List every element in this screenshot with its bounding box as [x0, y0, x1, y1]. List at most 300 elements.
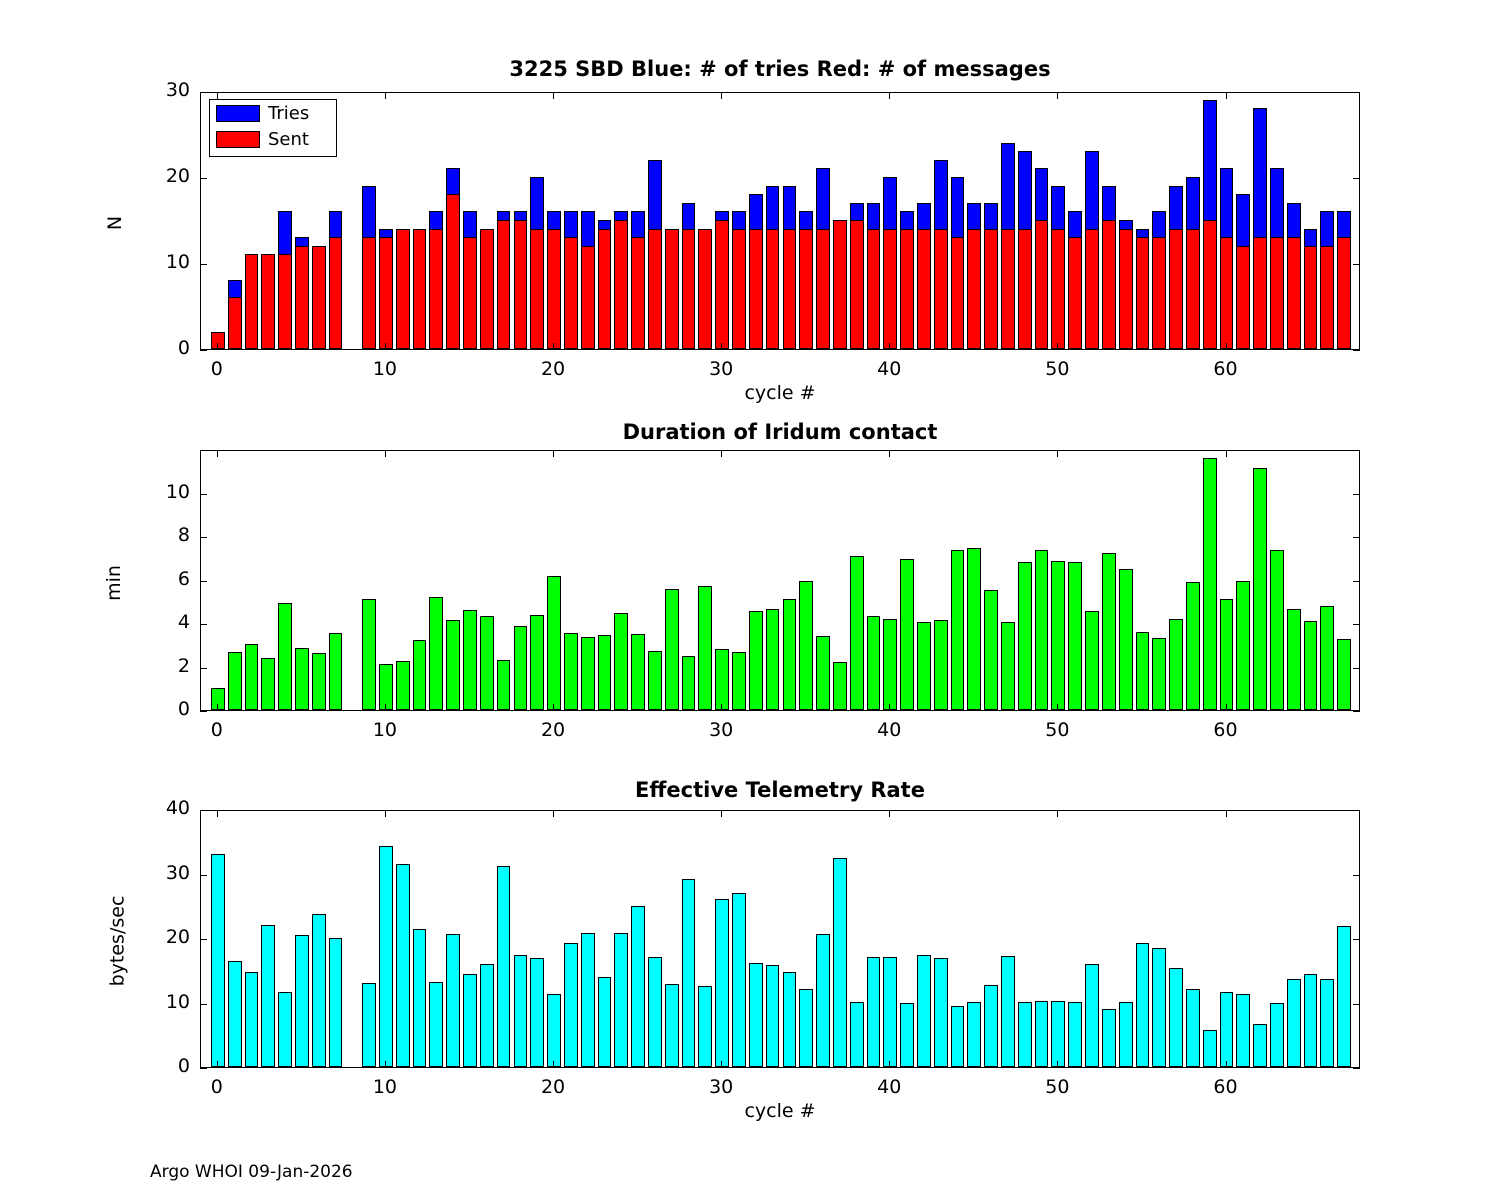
chart-bar-sent — [1320, 246, 1334, 349]
chart-bar — [1220, 992, 1234, 1067]
chart-bar-sent — [413, 229, 427, 349]
x-tick-mark — [553, 704, 554, 711]
x-tick-label: 10 — [372, 719, 398, 741]
x-tick-mark — [217, 343, 218, 350]
x-tick-mark — [889, 92, 890, 99]
y-tick-label: 40 — [165, 797, 190, 819]
y-tick-mark — [1353, 350, 1360, 351]
chart-bar-sent — [1236, 246, 1250, 349]
chart-bar-sent — [547, 229, 561, 349]
x-tick-mark — [1057, 1061, 1058, 1068]
x-tick-mark — [889, 1061, 890, 1068]
chart-bar — [581, 637, 595, 710]
chart-bar-sent — [329, 237, 343, 349]
chart-bar-sent — [211, 332, 225, 349]
x-tick-label: 40 — [877, 358, 902, 380]
x-tick-mark — [1057, 704, 1058, 711]
x-tick-mark — [721, 1061, 722, 1068]
chart-bar — [1270, 550, 1284, 710]
x-tick-label: 30 — [709, 1076, 734, 1098]
y-tick-mark — [1353, 178, 1360, 179]
chart-bar — [295, 935, 309, 1067]
x-tick-mark — [721, 343, 722, 350]
chart-bar — [833, 662, 847, 710]
panel-telemetry-bars — [201, 811, 1359, 1067]
chart-bar — [850, 1002, 864, 1067]
chart-bar-sent — [278, 254, 292, 349]
panel-telemetry-ylabel: bytes/sec — [106, 895, 129, 987]
legend-swatch-tries — [216, 105, 260, 122]
chart-bar — [816, 636, 830, 710]
chart-bar-sent — [816, 229, 830, 349]
x-tick-mark — [553, 92, 554, 99]
chart-bar — [429, 597, 443, 710]
legend-entry-tries — [210, 100, 336, 126]
chart-bar-sent — [715, 220, 729, 349]
chart-bar — [614, 613, 628, 710]
chart-bar — [749, 963, 763, 1067]
chart-bar — [1169, 968, 1183, 1067]
x-tick-mark — [217, 1061, 218, 1068]
chart-bar — [1035, 550, 1049, 710]
chart-bar — [211, 854, 225, 1067]
chart-bar-sent — [951, 237, 965, 349]
y-tick-mark — [200, 537, 207, 538]
chart-bar — [1304, 621, 1318, 710]
x-tick-label: 0 — [210, 358, 223, 380]
x-tick-label: 10 — [372, 1076, 398, 1098]
y-tick-label: 10 — [165, 251, 190, 273]
chart-bar-sent — [867, 229, 881, 349]
chart-bar — [1051, 1001, 1065, 1067]
chart-bar — [934, 958, 948, 1067]
chart-bar — [1169, 619, 1183, 710]
x-tick-label: 40 — [877, 719, 902, 741]
chart-bar — [631, 634, 645, 710]
chart-bar-sent — [1270, 237, 1284, 349]
chart-bar — [362, 599, 376, 710]
y-tick-label: 10 — [165, 990, 190, 1013]
x-tick-mark — [553, 1061, 554, 1068]
chart-bar — [1287, 609, 1301, 710]
chart-bar — [261, 658, 275, 710]
chart-bar — [1236, 994, 1250, 1067]
x-tick-label: 30 — [709, 358, 734, 380]
chart-bar — [598, 635, 612, 710]
chart-bar-sent — [648, 229, 662, 349]
chart-bar — [228, 961, 242, 1067]
chart-bar — [967, 548, 981, 710]
chart-bar — [1253, 468, 1267, 711]
x-tick-label: 0 — [210, 719, 223, 741]
x-tick-mark — [217, 810, 218, 817]
panel-sbd-bars — [201, 93, 1359, 349]
chart-bar-sent — [1152, 237, 1166, 349]
chart-bar — [581, 933, 595, 1067]
chart-bar — [1102, 1009, 1116, 1067]
x-tick-mark — [889, 810, 890, 817]
chart-bar — [917, 955, 931, 1067]
x-tick-mark — [889, 704, 890, 711]
chart-bar — [698, 986, 712, 1067]
chart-bar — [329, 938, 343, 1067]
y-tick-mark — [1353, 939, 1360, 940]
chart-bar — [1001, 622, 1015, 710]
panel-sbd-title: 3225 SBD Blue: # of tries Red: # of messages — [509, 57, 1051, 81]
chart-bar — [1186, 989, 1200, 1067]
chart-bar — [228, 652, 242, 710]
chart-bar — [984, 590, 998, 710]
chart-bar-sent — [1068, 237, 1082, 349]
chart-bar — [514, 626, 528, 710]
chart-bar-sent — [614, 220, 628, 349]
x-tick-label: 50 — [1045, 1076, 1070, 1098]
y-tick-label: 0 — [177, 1055, 190, 1077]
chart-bar-sent — [1253, 237, 1267, 349]
chart-bar — [245, 972, 259, 1067]
panel-telemetry-title: Effective Telemetry Rate — [635, 778, 925, 802]
x-tick-mark — [721, 450, 722, 457]
x-tick-mark — [721, 92, 722, 99]
x-tick-mark — [217, 704, 218, 711]
chart-bar-sent — [1085, 229, 1099, 349]
y-tick-mark — [1353, 494, 1360, 495]
chart-bar-sent — [1119, 229, 1133, 349]
y-tick-mark — [1353, 624, 1360, 625]
chart-bar — [530, 958, 544, 1067]
chart-bar — [547, 576, 561, 710]
chart-bar-sent — [245, 254, 259, 349]
chart-bar — [867, 616, 881, 710]
legend-label-tries: Tries — [268, 102, 310, 124]
chart-bar — [329, 633, 343, 710]
x-tick-mark — [385, 343, 386, 350]
y-tick-mark — [200, 668, 207, 669]
y-tick-mark — [1353, 810, 1360, 811]
y-tick-label: 4 — [177, 611, 190, 633]
x-tick-label: 50 — [1045, 719, 1070, 741]
y-tick-mark — [1353, 581, 1360, 582]
chart-bar — [1018, 1002, 1032, 1067]
chart-bar-sent — [799, 229, 813, 349]
panel-sbd-xlabel: cycle # — [744, 382, 816, 404]
legend-label-sent: Sent — [268, 128, 309, 150]
y-tick-mark — [1353, 537, 1360, 538]
chart-bar-sent — [1304, 246, 1318, 349]
x-tick-mark — [721, 704, 722, 711]
chart-bar — [648, 651, 662, 710]
chart-bar — [682, 879, 696, 1067]
chart-bar — [211, 688, 225, 710]
chart-bar — [598, 977, 612, 1067]
legend-swatch-sent — [216, 131, 260, 148]
chart-bar-sent — [497, 220, 511, 349]
chart-bar-sent — [917, 229, 931, 349]
y-tick-mark — [1353, 92, 1360, 93]
y-tick-mark — [200, 1068, 207, 1069]
y-tick-label: 30 — [165, 861, 190, 884]
y-tick-mark — [200, 1004, 207, 1005]
y-tick-label: 0 — [177, 698, 190, 720]
chart-bar-sent — [480, 229, 494, 349]
chart-bar — [766, 965, 780, 1067]
panel-duration-plot — [200, 450, 1360, 711]
chart-bar — [379, 846, 393, 1067]
chart-bar — [1018, 562, 1032, 710]
panel-duration-ylabel: min — [102, 565, 125, 601]
chart-bar — [480, 964, 494, 1067]
chart-bar — [429, 982, 443, 1067]
chart-bar — [463, 974, 477, 1067]
chart-bar — [514, 955, 528, 1067]
chart-bar-sent — [446, 194, 460, 349]
y-tick-mark — [200, 939, 207, 940]
chart-bar — [1035, 1001, 1049, 1067]
chart-bar — [984, 985, 998, 1067]
chart-bar — [682, 656, 696, 710]
chart-bar — [1270, 1003, 1284, 1068]
chart-bar — [278, 603, 292, 710]
chart-bar — [934, 620, 948, 710]
y-tick-label: 10 — [165, 480, 190, 503]
chart-bar-sent — [564, 237, 578, 349]
x-tick-mark — [553, 343, 554, 350]
y-tick-mark — [200, 711, 207, 712]
chart-bar — [698, 586, 712, 710]
chart-bar-sent — [1337, 237, 1351, 349]
x-tick-mark — [1226, 92, 1227, 99]
chart-bar-sent — [631, 237, 645, 349]
chart-bar — [1119, 1002, 1133, 1067]
chart-bar — [245, 644, 259, 710]
x-tick-mark — [1057, 92, 1058, 99]
chart-bar-sent — [463, 237, 477, 349]
chart-bar — [883, 619, 897, 710]
x-tick-mark — [889, 450, 890, 457]
chart-bar — [1085, 964, 1099, 1067]
chart-bar-sent — [1287, 237, 1301, 349]
y-tick-mark — [1353, 264, 1360, 265]
chart-bar — [799, 989, 813, 1067]
chart-bar-sent — [530, 229, 544, 349]
chart-bar-sent — [429, 229, 443, 349]
x-tick-label: 20 — [540, 719, 566, 741]
x-tick-label: 60 — [1213, 719, 1238, 741]
chart-bar — [1320, 979, 1334, 1067]
chart-bar — [564, 633, 578, 710]
y-tick-mark — [200, 810, 207, 811]
chart-bar-sent — [900, 229, 914, 349]
chart-bar — [967, 1002, 981, 1067]
chart-bar — [850, 556, 864, 710]
chart-bar — [732, 652, 746, 710]
y-tick-label: 20 — [165, 165, 190, 187]
chart-bar — [547, 994, 561, 1067]
chart-bar-sent — [1001, 229, 1015, 349]
chart-bar — [614, 933, 628, 1067]
chart-bar-sent — [1035, 220, 1049, 349]
panel-duration-bars — [201, 451, 1359, 710]
chart-bar-sent — [833, 220, 847, 349]
y-tick-mark — [1353, 711, 1360, 712]
chart-bar — [665, 589, 679, 710]
x-tick-mark — [1057, 810, 1058, 817]
x-tick-mark — [217, 450, 218, 457]
chart-bar-sent — [1169, 229, 1183, 349]
chart-bar-sent — [984, 229, 998, 349]
x-tick-mark — [385, 92, 386, 99]
chart-bar — [1136, 632, 1150, 710]
chart-bar-sent — [1220, 237, 1234, 349]
y-tick-mark — [1353, 1004, 1360, 1005]
x-tick-label: 20 — [540, 358, 566, 380]
panel-telemetry-plot — [200, 810, 1360, 1068]
y-tick-mark — [1353, 668, 1360, 669]
legend-entry-sent — [210, 126, 336, 152]
x-tick-label: 50 — [1045, 358, 1070, 380]
chart-bar-sent — [749, 229, 763, 349]
chart-bar — [917, 622, 931, 710]
chart-bar-sent — [766, 229, 780, 349]
chart-bar — [463, 610, 477, 710]
chart-bar — [833, 858, 847, 1067]
y-tick-mark — [1353, 875, 1360, 876]
chart-bar — [783, 599, 797, 710]
chart-bar — [1220, 599, 1234, 710]
chart-bar — [1136, 943, 1150, 1067]
chart-bar-sent — [934, 229, 948, 349]
x-tick-mark — [721, 810, 722, 817]
chart-bar — [312, 914, 326, 1068]
chart-bar-sent — [1186, 229, 1200, 349]
chart-bar-sent — [967, 229, 981, 349]
panel-sbd-ylabel: N — [104, 215, 127, 231]
chart-bar — [413, 640, 427, 710]
x-tick-mark — [385, 450, 386, 457]
chart-bar — [1337, 639, 1351, 710]
chart-bar — [732, 893, 746, 1067]
panel-sbd-legend — [209, 99, 337, 157]
chart-bar — [799, 581, 813, 710]
y-tick-mark — [1353, 1068, 1360, 1069]
x-tick-mark — [889, 343, 890, 350]
x-tick-mark — [1057, 450, 1058, 457]
chart-bar — [867, 957, 881, 1067]
chart-bar — [396, 661, 410, 710]
x-tick-mark — [1226, 450, 1227, 457]
x-tick-mark — [1057, 343, 1058, 350]
figure-footer: Argo WHOI 09-Jan-2026 — [150, 1162, 353, 1182]
chart-bar-sent — [883, 229, 897, 349]
chart-bar — [1051, 561, 1065, 710]
y-tick-label: 2 — [177, 654, 190, 677]
chart-bar — [446, 934, 460, 1067]
chart-bar — [446, 620, 460, 710]
chart-bar — [1102, 553, 1116, 710]
x-tick-mark — [1226, 704, 1227, 711]
chart-bar-sent — [362, 237, 376, 349]
y-tick-mark — [200, 581, 207, 582]
y-tick-mark — [200, 875, 207, 876]
y-tick-label: 0 — [177, 337, 190, 359]
chart-bar — [295, 648, 309, 710]
chart-bar — [413, 929, 427, 1067]
chart-bar-sent — [312, 246, 326, 349]
chart-bar-sent — [1102, 220, 1116, 349]
chart-bar — [379, 664, 393, 710]
chart-bar — [261, 925, 275, 1067]
chart-bar-sent — [732, 229, 746, 349]
chart-bar — [766, 609, 780, 710]
chart-bar — [1152, 638, 1166, 710]
chart-bar — [900, 559, 914, 710]
chart-bar — [951, 550, 965, 710]
chart-bar — [1001, 956, 1015, 1067]
chart-bar — [631, 906, 645, 1067]
y-tick-mark — [200, 264, 207, 265]
y-tick-label: 20 — [165, 926, 190, 948]
y-tick-mark — [200, 350, 207, 351]
chart-bar — [1287, 979, 1301, 1067]
chart-bar — [497, 660, 511, 710]
chart-bar — [1203, 458, 1217, 710]
x-tick-label: 0 — [210, 1076, 223, 1098]
chart-bar — [564, 943, 578, 1067]
chart-bar — [648, 957, 662, 1067]
chart-bar — [1068, 1002, 1082, 1067]
chart-bar — [1253, 1024, 1267, 1067]
x-tick-mark — [553, 810, 554, 817]
chart-bar — [783, 972, 797, 1067]
chart-bar-sent — [1051, 229, 1065, 349]
chart-bar — [749, 611, 763, 710]
x-tick-label: 60 — [1213, 358, 1238, 380]
chart-bar-sent — [598, 229, 612, 349]
chart-bar — [1236, 581, 1250, 710]
chart-bar — [480, 616, 494, 710]
y-tick-mark — [200, 92, 207, 93]
x-tick-mark — [385, 810, 386, 817]
chart-bar — [278, 992, 292, 1067]
chart-bar — [396, 864, 410, 1067]
chart-bar-sent — [783, 229, 797, 349]
chart-bar-sent — [682, 229, 696, 349]
x-tick-label: 30 — [709, 719, 734, 741]
panel-sbd-plot — [200, 92, 1360, 350]
x-tick-label: 60 — [1213, 1076, 1238, 1098]
x-tick-mark — [1226, 1061, 1227, 1068]
chart-bar — [312, 653, 326, 710]
chart-bar-sent — [379, 237, 393, 349]
chart-bar-sent — [228, 297, 242, 349]
chart-bar — [715, 649, 729, 710]
y-tick-mark — [200, 624, 207, 625]
chart-bar — [951, 1006, 965, 1067]
x-tick-label: 10 — [372, 358, 398, 380]
x-tick-label: 40 — [877, 1076, 902, 1098]
panel-duration-title: Duration of Iridum contact — [622, 420, 938, 444]
chart-bar-sent — [850, 220, 864, 349]
x-tick-mark — [385, 1061, 386, 1068]
chart-bar — [715, 899, 729, 1067]
chart-bar — [1337, 926, 1351, 1067]
panel-telemetry-xlabel: cycle # — [744, 1100, 816, 1122]
chart-bar — [1304, 974, 1318, 1067]
chart-bar-sent — [665, 229, 679, 349]
chart-bar — [1119, 569, 1133, 710]
chart-bar-sent — [1203, 220, 1217, 349]
x-tick-mark — [1226, 810, 1227, 817]
